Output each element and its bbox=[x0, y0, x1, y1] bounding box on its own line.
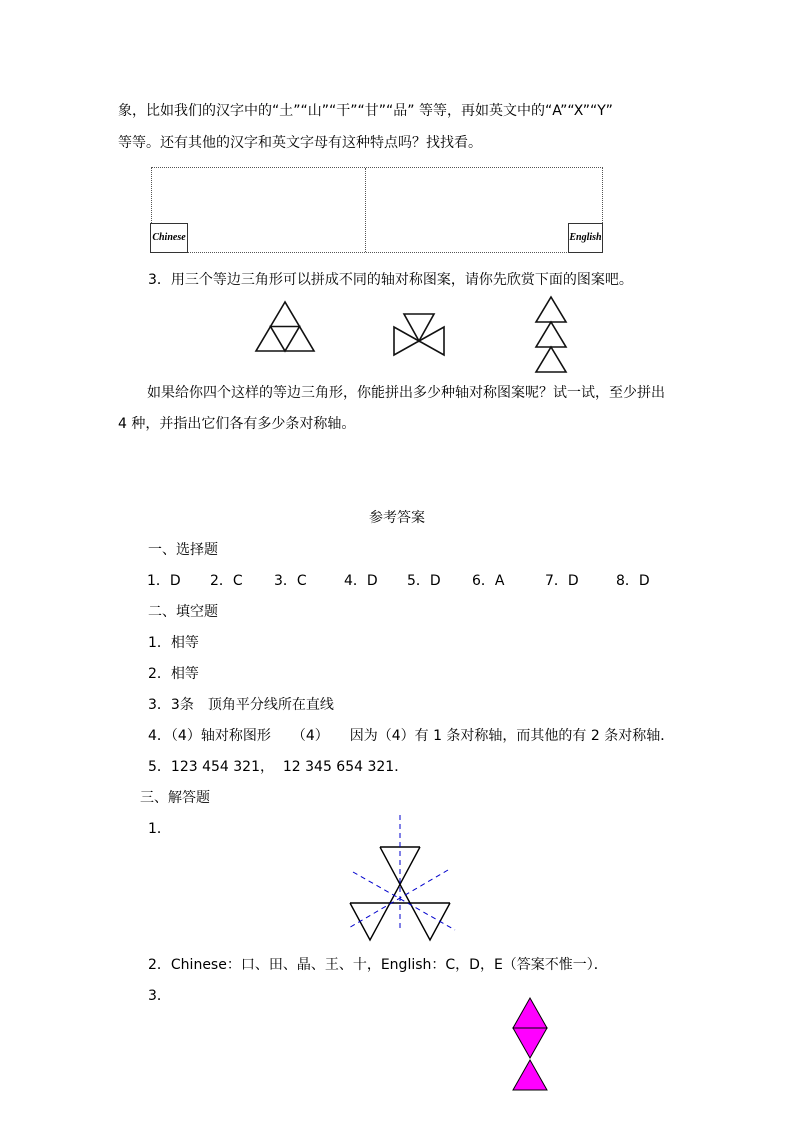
section-2-heading: 二、填空题 bbox=[148, 604, 218, 620]
choice-answer-6: 6．A bbox=[472, 573, 505, 589]
answers-title: 参考答案 bbox=[369, 510, 425, 526]
solution-answer-2: 2．Chinese：口、田、晶、王、十，English：C，D，E（答案不惟一）． bbox=[148, 957, 608, 973]
intro-line-1: 象，比如我们的汉字中的“土”“山”“干”“甘”“品” 等等，再如英文中的“A”“X”“Y” bbox=[118, 103, 613, 119]
triangle-pattern-3 bbox=[536, 297, 566, 372]
choice-answer-3: 3．C bbox=[274, 573, 307, 589]
section-1-heading: 一、选择题 bbox=[148, 542, 218, 558]
choice-answer-2: 2．C bbox=[210, 573, 243, 589]
english-label: English bbox=[568, 223, 603, 253]
question-3-prompt: 3．用三个等边三角形可以拼成不同的轴对称图案，请你先欣赏下面的图案吧。 bbox=[148, 272, 633, 288]
solution-answer-1: 1． bbox=[148, 821, 171, 837]
answer-box bbox=[151, 167, 603, 253]
choice-answer-7: 7．D bbox=[545, 573, 579, 589]
question-3-followup-line-2: 4 种，并指出它们各有多少条对称轴。 bbox=[118, 416, 356, 432]
triangle-pattern-2 bbox=[394, 314, 444, 355]
solution-answer-3: 3． bbox=[148, 988, 171, 1004]
answer-figure-1-triangles bbox=[350, 847, 450, 940]
answer-figure-1 bbox=[347, 815, 455, 940]
question-3-followup-line-1: 如果给你四个这样的等边三角形，你能拼出多少种轴对称图案呢？试一试，至少拼出 bbox=[147, 385, 665, 401]
intro-line-2: 等等。还有其他的汉字和英文字母有这种特点吗？找找看。 bbox=[118, 135, 482, 151]
choice-answer-1: 1．D bbox=[147, 573, 181, 589]
chinese-label: Chinese bbox=[150, 223, 188, 253]
choice-answer-4: 4．D bbox=[344, 573, 378, 589]
symmetry-axes bbox=[347, 815, 455, 932]
choice-answer-8: 8．D bbox=[616, 573, 650, 589]
fill-answer-1: 1．相等 bbox=[148, 635, 199, 651]
section-3-heading: 三、解答题 bbox=[140, 790, 210, 806]
answer-figure-3 bbox=[513, 998, 547, 1090]
triangle-pattern-1 bbox=[256, 302, 314, 351]
answer-box-divider bbox=[365, 168, 366, 252]
fill-answer-2: 2．相等 bbox=[148, 666, 199, 682]
fill-answer-4: 4．（4）轴对称图形 （4） 因为（4）有 1 条对称轴，而其他的有 2 条对称轴． bbox=[148, 728, 675, 744]
choice-answer-5: 5．D bbox=[407, 573, 441, 589]
fill-answer-3: 3．3条 顶角平分线所在直线 bbox=[148, 697, 334, 713]
fill-answer-5: 5．123 454 321， 12 345 654 321． bbox=[148, 759, 409, 775]
